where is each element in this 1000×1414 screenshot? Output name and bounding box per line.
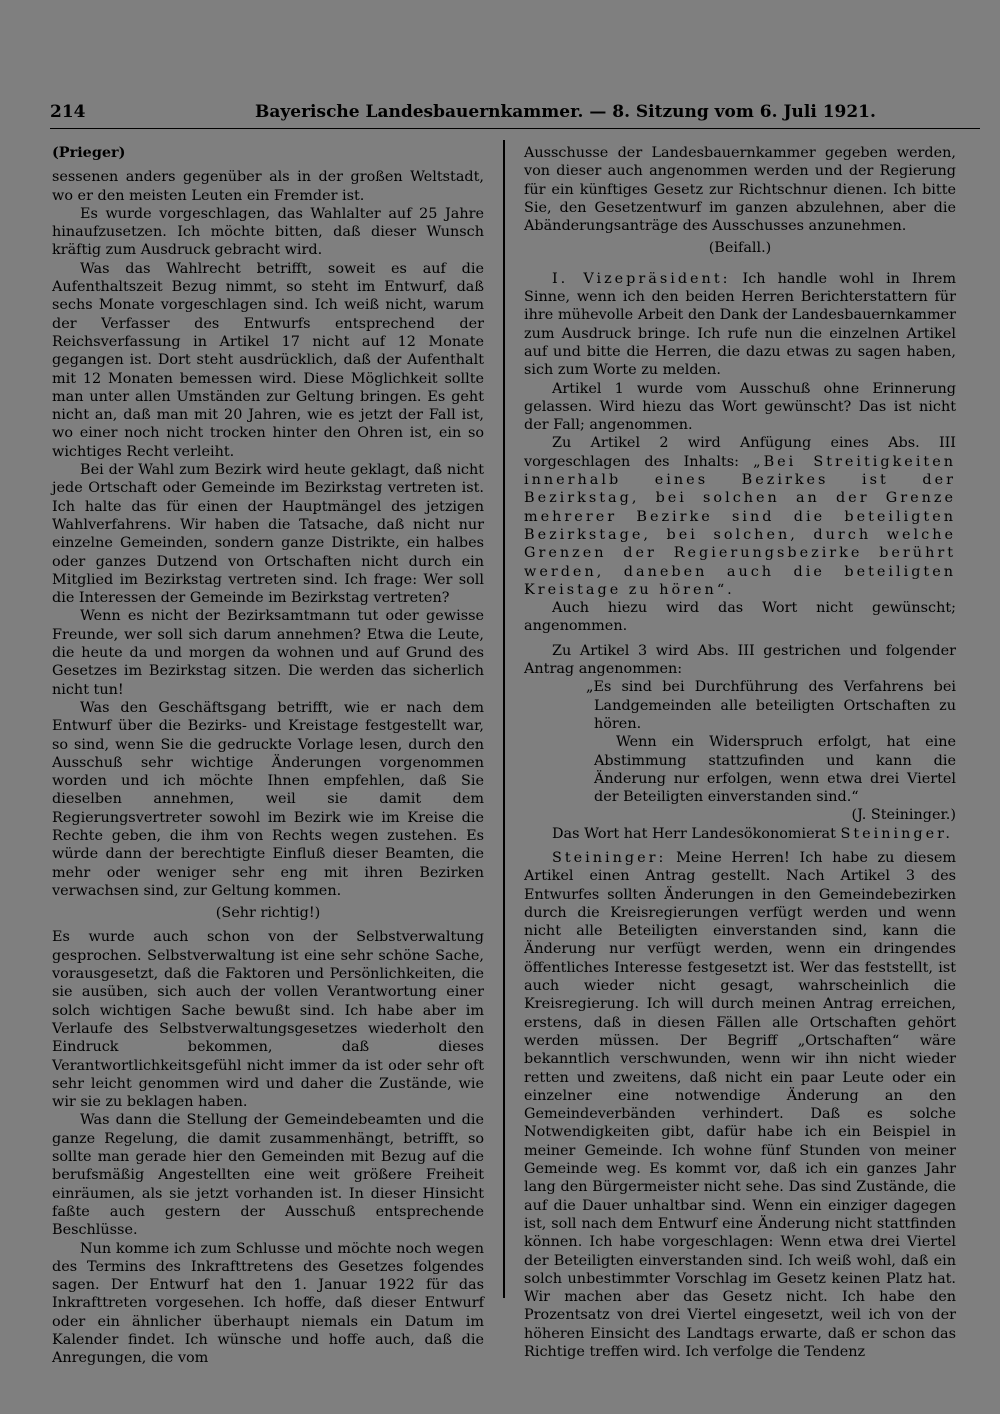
- paragraph: Was das Wahlrecht betrifft, soweit es auf die Aufenthaltszeit Bezug nimmt, so steht im Entwurf, daß sechs Monate vorgeschlagen sind. Ich weiß nicht, warum der Verfasser des Entwurfs entsprechend der Reichsverfassung in Artikel 17 nicht auf 12 Monate gegangen ist. Dort steht ausdrücklich, daß der Aufenthalt mit 12 Monaten bemessen wird. Diese Möglichkeit sollte man unter allen Umständen zur Geltung bringen. Es geht nicht an, daß man mit 20 Jahren, wie es jetzt der Fall ist, wo einer noch nicht trocken hinter den Ohren ist, ein so wichtiges Recht verleiht.: [52, 260, 484, 460]
- column-divider: [503, 140, 505, 1298]
- right-column: [524, 144, 956, 1361]
- paragraph: Es wurde vorgeschlagen, das Wahlalter auf 25 Jahre hinaufzusetzen. Ich möchte bitten, daß dieser Wunsch kräftig zum Ausdruck gebracht wird.: [52, 205, 484, 259]
- paragraph-text: Das Wort hat Herr Landesökonomierat: [552, 825, 836, 842]
- paragraph: Wenn es nicht der Bezirksamtmann tut oder gewisse Freunde, wer soll sich darum annehmen? Etwa die Leute, die heute da und morgen da wohnen und auf Grund des Gesetzes im Bezirkstag sitzen. Die werden das sicherlich nicht tun!: [52, 608, 484, 698]
- paragraph-text: Wenn ein Widerspruch erfolgt, hat eine Abstimmung stattzufinden und kann die Änderung nur erfolgen, wenn etwa drei Viertel der Beteiligten einverstanden sind.“: [594, 734, 956, 806]
- paragraph: Bei der Wahl zum Bezirk wird heute geklagt, daß nicht jede Ortschaft oder Gemeinde im Bezirkstag vertreten ist. Ich halte das für einen der Hauptmängel des jetzigen Wahlverfahrens. Wir haben die Tatsache, daß nicht nur einzelne Gemeinden, sondern ganze Distrikte, ein halbes oder ganzes Dutzend von Ortschaften nicht durch ein Mitglied im Bezirkstag vertreten sind. Ich frage: Wer soll die Interessen der Gemeinde im Bezirkstag vertreten?: [52, 462, 484, 607]
- page-number: 214: [50, 102, 86, 122]
- paragraph: Nun komme ich zum Schlusse und möchte noch wegen des Termins des Inkrafttretens des Gesetzes folgendes sagen. Der Entwurf hat den 1. Januar 1922 für das Inkrafttreten vorgesehen. Ich hoffe, daß dieser Entwurf oder ein ähnlicher überhaupt niemals ein Datum im Kalender findet. Ich wünsche und hoffe auch, daß die Anregungen, die vom: [52, 1240, 484, 1367]
- quote-paragraph: „Es sind bei Durchführung des Verfahrens bei Landgemeinden alle beteiligten Ortschaften zu hören.: [586, 679, 956, 732]
- paragraph: Was den Geschäftsgang betrifft, wie er nach dem Entwurf über die Bezirks- und Kreistage festgestellt war, so sind, wenn Sie die gedruckte Vorlage lesen, durch den Ausschuß sehr wichtige Änderungen vorgenommen worden und ich möchte Ihnen empfehlen, daß Sie dieselben annehmen, weil sie damit dem Regierungsvertreter sowohl im Bezirk wie im Kreise die Rechte geben, die ihm von Rechts wegen zustehen. Es würde dann der berechtigte Einfluß dieser Beamten, die mehr oder weniger sehr eng mit ihren Bezirken verwachsen sind, zur Geltung kommen.: [52, 699, 484, 899]
- paragraph-text: Ich handle wohl in Ihrem Sinne, wenn ich den beiden Herren Berichterstattern für ihre mühevolle Arbeit den Dank der Landesbauernkammer zum Ausdruck bringe. Ich rufe nun die einzelnen Artikel auf und bitte die Herren, die dazu etwas zu sagen haben, sich zum Worte zu melden.: [524, 270, 956, 379]
- paragraph: [524, 849, 956, 1361]
- paragraph: Artikel 1 wurde vom Ausschuß ohne Erinnerung gelassen. Wird hiezu das Wort gewünscht? Das ist nicht der Fall; angenommen.: [524, 380, 956, 434]
- left-column: [52, 144, 484, 1368]
- speaker-name: Steininger.: [840, 825, 953, 842]
- speaker-label: (Prieger): [52, 144, 126, 161]
- interjection: (Beifall.): [708, 240, 772, 257]
- paragraph: Auch hiezu wird das Wort nicht gewünscht; angenommen.: [524, 600, 956, 635]
- paragraph: Es wurde auch schon von der Selbstverwaltung gesprochen. Selbstverwaltung ist eine sehr schöne Sache, vorausgesetzt, daß die Faktoren und Persönlichkeiten, die sie ausüben, sich auch der vollen Verantwortung einer solch wichtigen Sache bewußt sind. Ich habe aber im Verlaufe des Selbstverwaltungsgesetzes wiederholt den Eindruck bekommen, daß dieses Verantwortlichkeitsgefühl nicht immer da ist oder sehr oft sehr leicht genommen wird und daher die Zustände, wie wir sie zu beklagen haben.: [52, 929, 484, 1111]
- running-title: Bayerische Landesbauernkammer. — 8. Sitzung vom 6. Juli 1921.: [255, 102, 876, 122]
- paragraph: Ausschusse der Landesbauernkammer gegeben werden, von dieser auch angenommen werden und der Regierung für ein künftiges Gesetz zur Richtschnur dienen. Ich bitte Sie, den Gesetzentwurf im ganzen abzulehnen, aber die Abänderungsanträge des Ausschusses anzunehmen.: [524, 145, 956, 235]
- spaced-quote: „Bei Streitigkeiten innerhalb eines Bezirkes ist der Bezirkstag, bei solchen an der Grenze mehrerer Bezirke sind die beteiligten Bezirkstage, bei solchen, durch welche Grenzen der Regierungsbezirke berührt werden, daneben auch die beteiligten Kreistage zu hören“.: [524, 453, 956, 598]
- page-header: [50, 100, 980, 129]
- paragraph: Was dann die Stellung der Gemeindebeamten und die ganze Regelung, die damit zusammenhängt, betrifft, so sollte man gerade hier den Gemeinden mit Bezug auf die berufsmäßig Angestellten eine weit größere Freiheit einräumen, als sie jetzt vorhanden ist. In dieser Hinsicht faßte auch gestern der Ausschuß entsprechende Beschlüsse.: [52, 1112, 484, 1239]
- quote-signature: (J. Steininger.): [851, 807, 956, 824]
- paragraph: [524, 825, 956, 843]
- paragraph: Zu Artikel 3 wird Abs. III gestrichen und folgender Antrag angenommen:: [524, 642, 956, 678]
- quote-paragraph: [594, 733, 956, 824]
- paragraph: [524, 270, 956, 380]
- paragraph: [524, 434, 956, 599]
- speaker-label: Steininger:: [552, 849, 667, 866]
- paragraph-text: Zu Artikel 2 wird Anfügung eines Abs. III vorgeschlagen des Inhalts:: [524, 435, 956, 470]
- speaker-label: I. Vizepräsident:: [552, 270, 731, 287]
- interjection: (Sehr richtig!): [215, 905, 321, 922]
- paragraph: sessenen anders gegenüber als in der großen Weltstadt, wo er den meisten Leuten ein Fremder ist.: [52, 169, 484, 204]
- paragraph-text: Meine Herren! Ich habe zu diesem Artikel einen Antrag gestellt. Nach Artikel 3 des Entwurfes sollten Änderungen in den Gemeindebezirken durch die Kreisregierungen verfügt werden und wenn nicht alle Beteiligten einverstanden sind, kann die Änderung nur verfügt werden, wenn ein dringendes öffentliches Interesse festgesetzt ist. Wer das feststellt, ist auch wieder nicht gesagt, wahrscheinlich die Kreisregierung. Ich will durch meinen Antrag erreichen, erstens, daß in diesen Fällen alle Ortschaften gehört werden müssen. Der Begriff „Ortschaften“ wäre bekanntlich verschwunden, wenn wir ihn nicht wieder retten und zweitens, daß nicht ein paar Leute oder ein einzelner eine notwendige Änderung an den Gemeindeverbänden verhindert. Daß es solche Notwendigkeiten gibt, dafür habe ich ein Beispiel in meiner Gemeinde. Ich wohne fünf Stunden von meiner Gemeinde weg. Es kommt vor, daß ich ein ganzes Jahr lang den Bürgermeister nicht sehe. Das sind Zustände, die auf die Dauer unhaltbar sind. Wenn ein einziger dagegen ist, soll nach dem Entwurf eine Änderung nicht stattfinden können. Ich habe vorgeschlagen: Wenn etwa drei Viertel der Beteiligten einverstanden sind. Ich weiß wohl, daß ein solch unbestimmter Vorschlag im Gesetz keinen Platz hat. Wir machen aber das Gesetz nicht. Ich habe den Prozentsatz von drei Viertel eingesetzt, weil ich von der höheren Einsicht des Landtags erwarte, daß er schon das Richtige treffen wird. Ich verfolge die Tendenz: [524, 849, 956, 1360]
